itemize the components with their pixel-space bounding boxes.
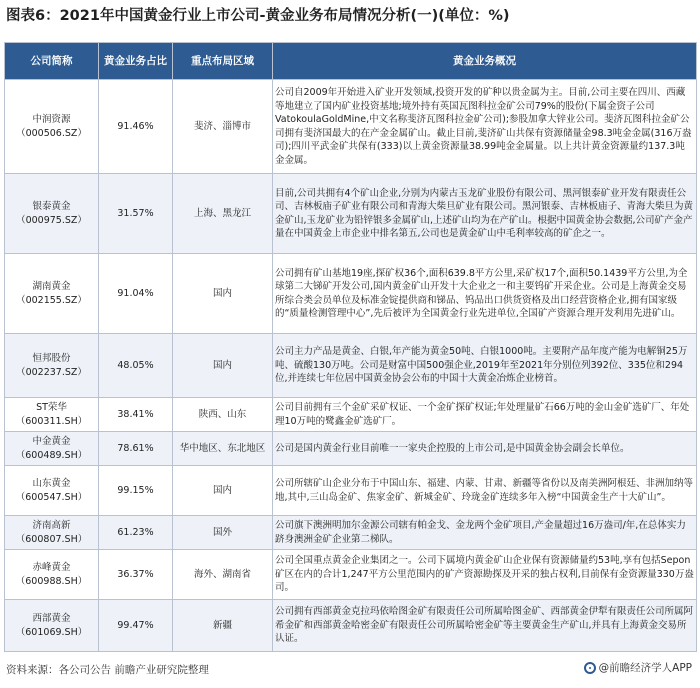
business-table xyxy=(4,42,697,652)
page-title: 图表6：2021年中国黄金行业上市公司-黄金业务布局情况分析(一)(单位：%) xyxy=(6,8,510,24)
company-code: （002237.SZ） xyxy=(16,366,87,378)
company-code: （600547.SH） xyxy=(15,491,88,503)
table-row xyxy=(5,600,697,652)
header-region: 重点布局区域 xyxy=(173,43,273,80)
desc-cell: 公司目前拥有三个金矿采矿权证、一个金矿探矿权证;年处理量矿石66万吨的金山金矿选矿厂、年处理10万吨的鹭鑫金矿选矿厂。 xyxy=(273,398,697,432)
company-name: 山东黄金 xyxy=(32,478,71,489)
brand-text: @前瞻经济学人APP xyxy=(598,662,692,674)
company-code: （000975.SZ） xyxy=(16,214,87,226)
company-name: 恒邦股份 xyxy=(32,353,71,364)
desc-cell: 目前,公司共拥有4个矿山企业,分别为内蒙古玉龙矿业股份有限公司、黑河银泰矿业开发有限责任公司、吉林板庙子矿业有限公司和青海大柴旦矿业有限公司。黑河银泰、吉林板庙子、青海大柴旦为黄金矿山,玉龙矿业为铅锌银多金属矿山,上述矿山均为在产矿山。根据中国黄金协会数据,公司矿产金产量在中国黄金上市企业中排名第五,公司也是黄金矿山中毛利率较高的矿企之一。 xyxy=(273,174,697,254)
table-header-row xyxy=(5,43,697,80)
desc-cell: 公司自2009年开始进入矿业开发领域,投资开发的矿种以贵金属为主。目前,公司主要在四川、西藏等地建立了国内矿业投资基地;境外持有英国瓦图科拉金矿公司79%的股份(下属金资子公司VatokoulaGoldMine,中文名称斐济瓦图科拉金矿公司);参股加拿大锌业公司。斐济瓦图科拉金矿公司拥有斐济国最大的在产金金属矿山。截止目前,斐济矿山共保有资源储量金98.3吨金金属(316万盎司);四川平武金矿共保有(333)以上黄金资源量38.99吨金金属量。以上共计黄金资源量约137.3吨金金属。 xyxy=(273,80,697,174)
company-name: 湖南黄金 xyxy=(32,281,71,292)
region-cell: 国内 xyxy=(173,334,273,398)
region-cell: 斐济、淄博市 xyxy=(173,80,273,174)
qianzhan-logo-icon xyxy=(584,662,596,674)
region-cell: 华中地区、东北地区 xyxy=(173,432,273,466)
desc-cell: 公司全国重点黄金企业集团之一。公司下属境内黄金矿山企业保有资源储量约53吨,享有包括Sepon矿区在内的合计1,247平方公里范围内的矿产资源勘探及开采的独占权利,目前保有金资源量330万盎司。 xyxy=(273,550,697,600)
company-code: （601069.SH） xyxy=(15,626,88,638)
company-code: （600489.SH） xyxy=(15,449,88,461)
region-cell: 上海、黑龙江 xyxy=(173,174,273,254)
company-cell xyxy=(5,600,99,652)
source-note: 资料来源：各公司公告 前瞻产业研究院整理 xyxy=(6,664,209,676)
share-cell: 38.41% xyxy=(99,398,173,432)
region-cell: 新疆 xyxy=(173,600,273,652)
company-code: （600807.SH） xyxy=(15,533,88,545)
company-cell xyxy=(5,432,99,466)
desc-cell: 公司拥有矿山基地19座,探矿权36个,面积639.8平方公里,采矿权17个,面积50.1439平方公里,为全球第二大锑矿开发公司,国内黄金矿山开发十大企业之一和主要钨矿开采企业。公司是上海黄金交易所综合类会员单位及标准金锭提供商和锑品、钨品出口供货资格及出口经营资格企业,拥有国家级的“质量检测管理中心”,先后被评为全国黄金行业先进单位,全国矿产资源合理开发利用先进矿山。 xyxy=(273,254,697,334)
company-code: （002155.SZ） xyxy=(16,294,87,306)
company-name: ST荣华 xyxy=(36,402,67,413)
region-cell: 海外、湖南省 xyxy=(173,550,273,600)
desc-cell: 公司拥有西部黄金克拉玛依哈图金矿有限责任公司所属哈图金矿、西部黄金伊犁有限责任公司所属阿希金矿和西部黄金哈密金矿有限责任公司所属哈密金矿等主要黄金生产矿山,并具有上海黄金交易所认证。 xyxy=(273,600,697,652)
region-cell: 陕西、山东 xyxy=(173,398,273,432)
share-cell: 99.47% xyxy=(99,600,173,652)
company-cell xyxy=(5,334,99,398)
table-row xyxy=(5,432,697,466)
table-row xyxy=(5,174,697,254)
company-name: 中润资源 xyxy=(32,114,71,125)
company-name: 银泰黄金 xyxy=(32,201,71,212)
company-cell xyxy=(5,466,99,516)
table-row xyxy=(5,254,697,334)
share-cell: 61.23% xyxy=(99,516,173,550)
company-cell xyxy=(5,550,99,600)
header-share: 黄金业务占比 xyxy=(99,43,173,80)
table-row xyxy=(5,334,697,398)
table-row xyxy=(5,516,697,550)
header-desc: 黄金业务概况 xyxy=(273,43,697,80)
company-cell xyxy=(5,254,99,334)
region-cell: 国外 xyxy=(173,516,273,550)
desc-cell: 公司旗下澳洲明加尔金源公司辖有帕金戈、金龙两个金矿项目,产金量超过16万盎司/年,在总体实力跻身澳洲金矿企业第二梯队。 xyxy=(273,516,697,550)
company-cell xyxy=(5,80,99,174)
region-cell: 国内 xyxy=(173,466,273,516)
company-code: （000506.SZ） xyxy=(16,127,87,139)
share-cell: 78.61% xyxy=(99,432,173,466)
share-cell: 91.04% xyxy=(99,254,173,334)
company-code: （600311.SH） xyxy=(15,415,88,427)
company-cell xyxy=(5,516,99,550)
company-name: 济南高新 xyxy=(32,520,71,531)
company-code: （600988.SH） xyxy=(15,575,88,587)
header-company: 公司简称 xyxy=(5,43,99,80)
share-cell: 36.37% xyxy=(99,550,173,600)
company-name: 西部黄金 xyxy=(32,613,71,624)
company-cell xyxy=(5,174,99,254)
region-cell: 国内 xyxy=(173,254,273,334)
company-cell xyxy=(5,398,99,432)
table-row xyxy=(5,80,697,174)
share-cell: 48.05% xyxy=(99,334,173,398)
company-name: 中金黄金 xyxy=(32,436,71,447)
table-row xyxy=(5,466,697,516)
desc-cell: 公司主力产品是黄金、白银,年产能为黄金50吨、白银1000吨。主要附产品年度产能为电解铜25万吨、硫酸130万吨。公司是财富中国500强企业,2019年至2021年分别位列392位、335位和294位,并连续七年位居中国黄金协会公布的中国十大黄金冶炼企业榜首。 xyxy=(273,334,697,398)
share-cell: 31.57% xyxy=(99,174,173,254)
brand-mark xyxy=(584,660,692,675)
share-cell: 99.15% xyxy=(99,466,173,516)
desc-cell: 公司所辖矿山企业分布于中国山东、福建、内蒙、甘肃、新疆等省份以及南美洲阿根廷、非洲加纳等地,其中,三山岛金矿、焦家金矿、新城金矿、玲珑金矿连续多年入榜“中国黄金生产十大矿山”。 xyxy=(273,466,697,516)
company-name: 赤峰黄金 xyxy=(32,562,71,573)
table-row xyxy=(5,550,697,600)
desc-cell: 公司是国内黄金行业目前唯一一家央企控股的上市公司,是中国黄金协会副会长单位。 xyxy=(273,432,697,466)
share-cell: 91.46% xyxy=(99,80,173,174)
table-row xyxy=(5,398,697,432)
